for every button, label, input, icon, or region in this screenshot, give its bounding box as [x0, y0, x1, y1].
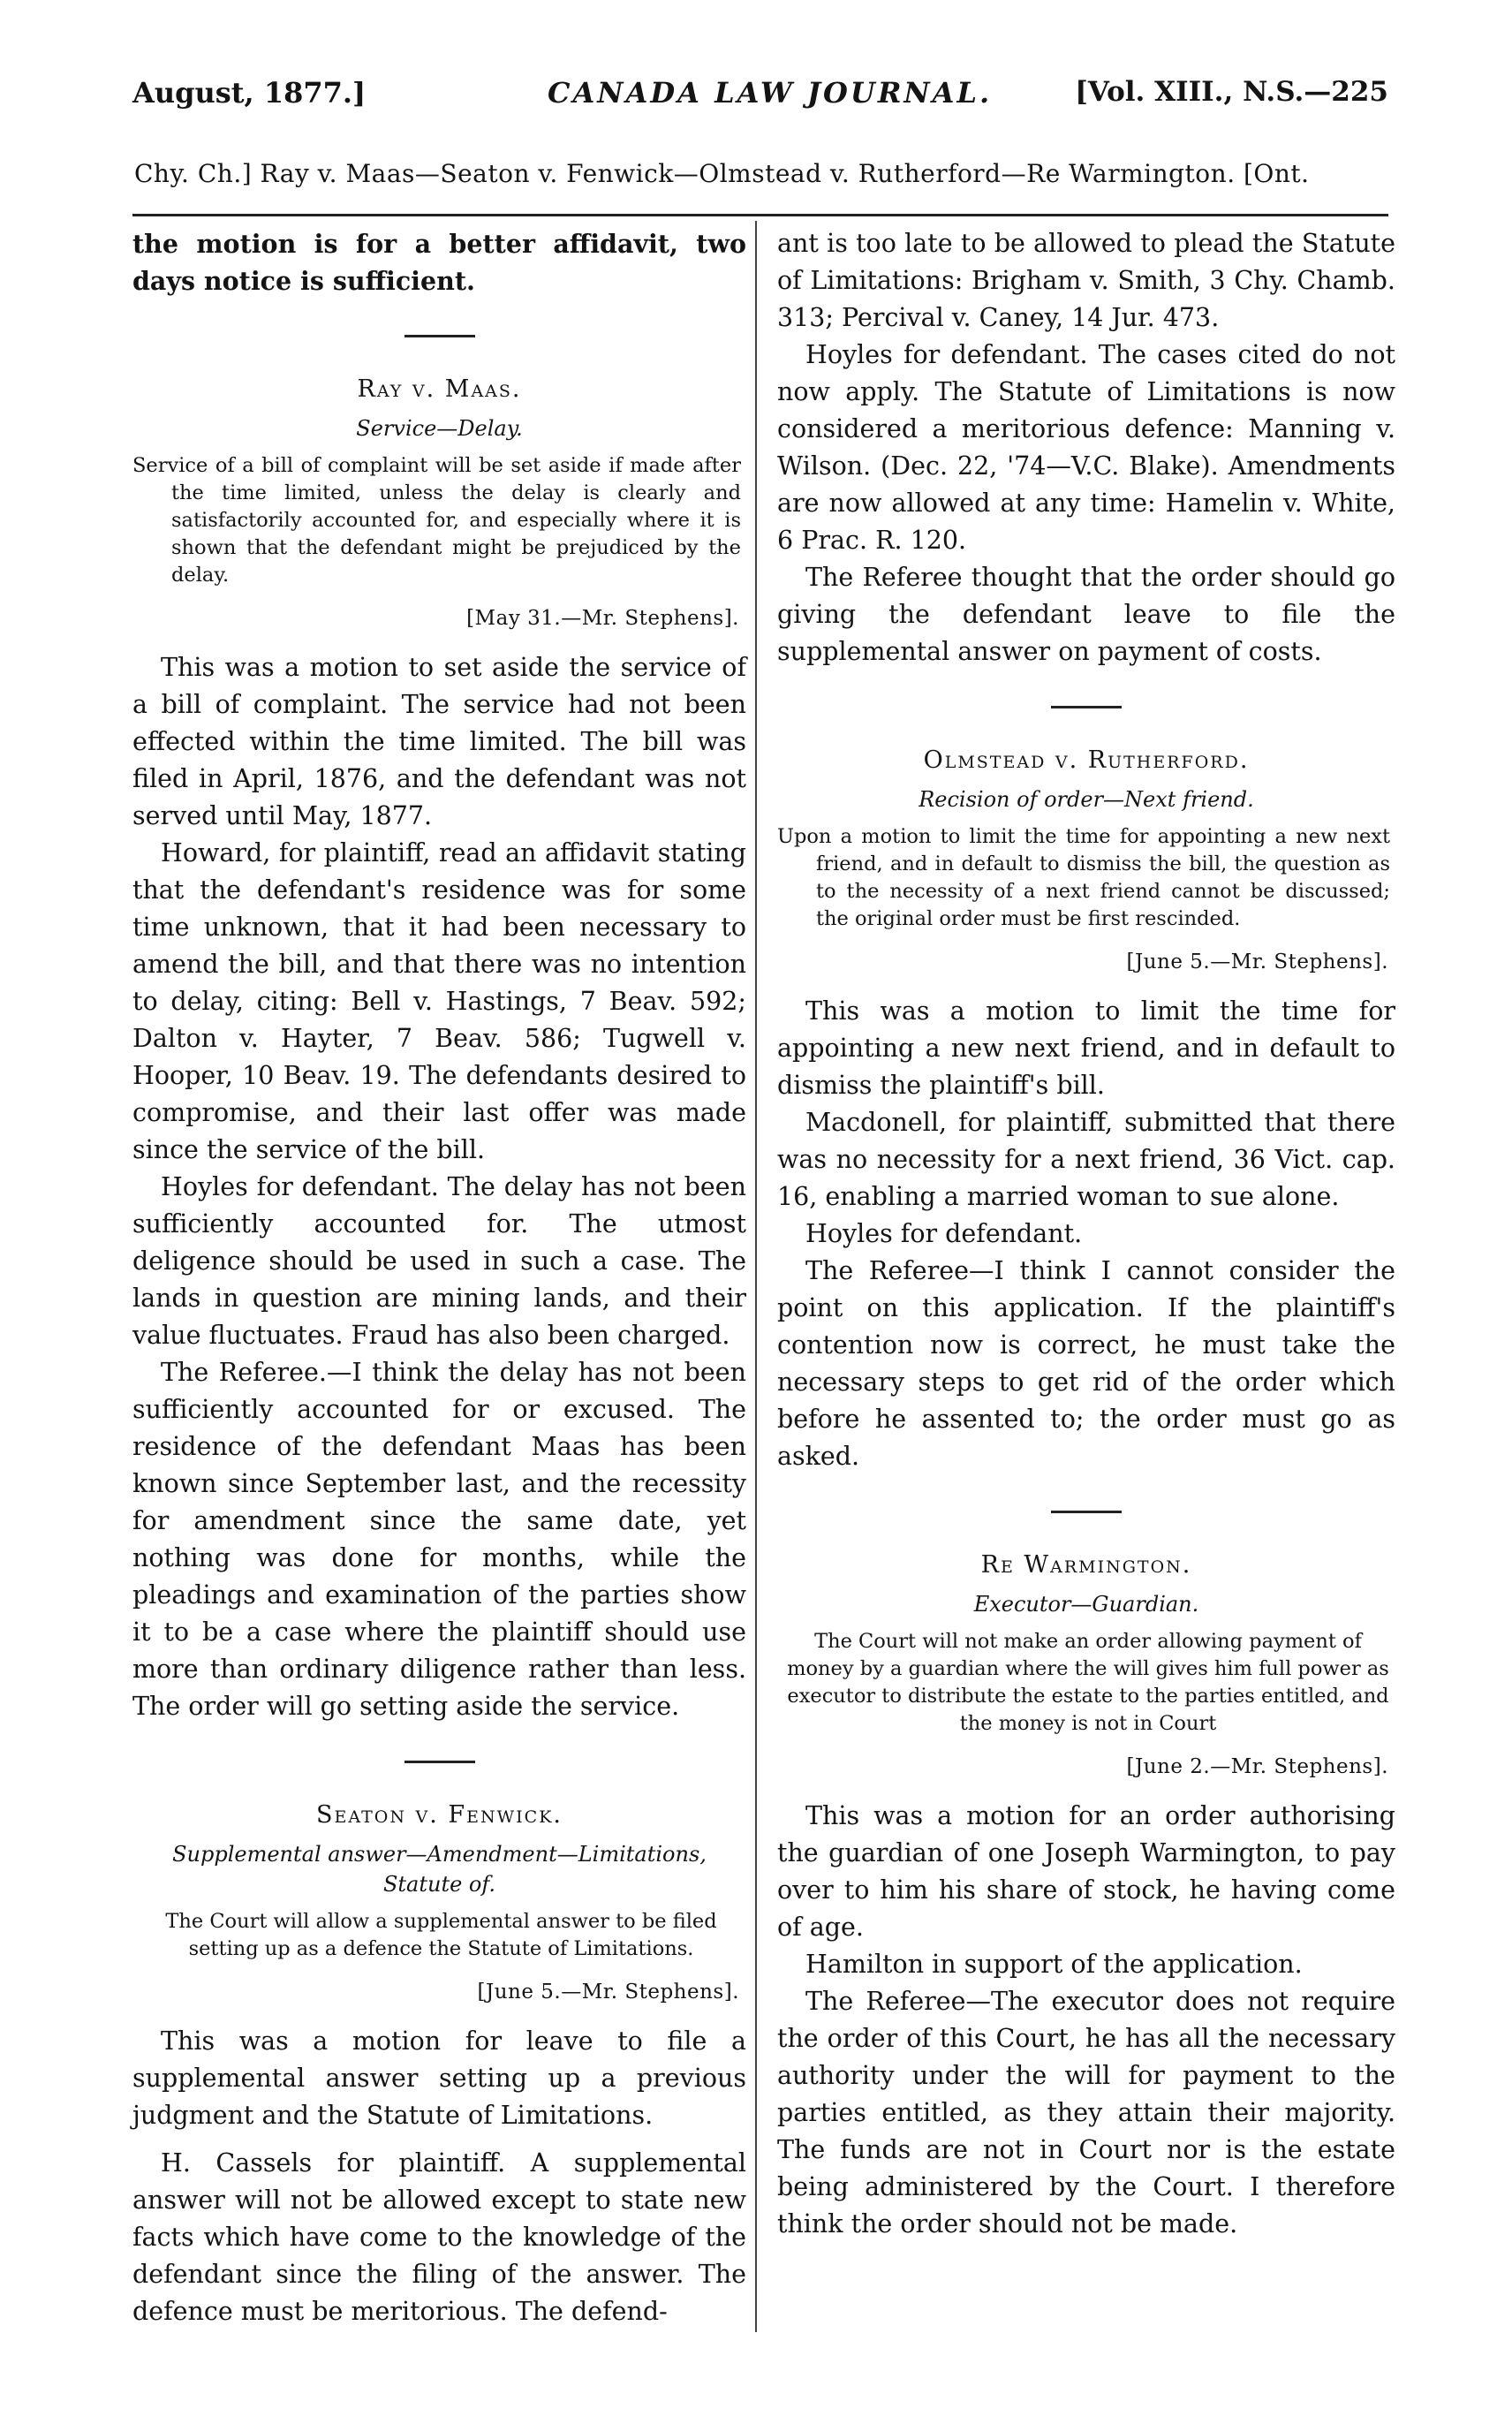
intro-paragraph: the motion is for a better affidavit, two days notice is sufficient.	[132, 229, 746, 296]
case-paragraph: Hoyles for defendant. The cases cited do not now apply. The Statute of Limitations is now considered a meritorious defence: Manning v. Wilson. (Dec. 22, '74—V.C. Blake). Amendments are now allowed at any time: Hamelin v. White, 6 Prac. R. 120.	[777, 340, 1395, 555]
case-paragraph: Macdonell, for plaintiff, submitted that there was no necessity for a next friend, 36 Vict. cap. 16, enabling a married woman to sue alone.	[777, 1108, 1395, 1211]
case-paragraph: This was a motion to set aside the service of a bill of complaint. The service had not been effected within the time limited. The bill was filed in April, 1876, and the defendant was not served until May, 1877.	[132, 653, 746, 830]
case-paragraph: Hamilton in support of the application.	[805, 1950, 1303, 1979]
case-citation: [May 31.—Mr. Stephens].	[466, 607, 739, 630]
column-divider	[755, 221, 757, 2332]
case-paragraph: Howard, for plaintiff, read an affidavit stating that the defendant's residence was for some time unknown, that it had been necessary to amend the bill, and that there was no intention to delay, citing: Bell v. Hastings, 7 Beav. 592; Dalton v. Hayter, 7 Beav. 586; Tugwell v. Hooper, 10 Beav. 19. The defendants desired to compromise, and their last offer was made since the service of the bill.	[132, 838, 746, 1164]
case-paragraph: The Referee.—I think the delay has not been sufficiently accounted for or excused. The residence of the defendant Maas has been known since September last, and the recessity for amendment since the same date, yet nothing was done for months, while the pleadings and examination of the parties show it to be a case where the plaintiff should use more than ordinary diligence rather than less. The order will go setting aside the service.	[132, 1358, 746, 1721]
running-header	[132, 76, 1388, 118]
case-list-subheader: Chy. Ch.] Ray v. Maas—Seaton v. Fenwick—Olmstead v. Rutherford—Re Warmington. [Ont.	[134, 159, 1310, 188]
case-paragraph: Hoyles for defendant. The delay has not been sufficiently accounted for. The utmost deligence should be used in such a case. The lands in question are mining lands, and their value fluctuates. Fraud has also been charged.	[132, 1172, 746, 1350]
case-subtitle: Supplemental answer—Amendment—Limitations, Statute of.	[172, 1842, 707, 1897]
case-subtitle: Recision of order—Next friend.	[919, 787, 1254, 812]
case-paragraph: This was a motion to limit the time for appointing a new next friend, and in default to dismiss the plaintiff's bill.	[777, 996, 1395, 1100]
case-paragraph: Hoyles for defendant.	[805, 1219, 1083, 1248]
case-headnote: The Court will not make an order allowing payment of money by a guardian where the will gives him full power as executor to distribute the estate to the parties entitled, and the money is not in Court	[787, 1630, 1389, 1735]
case-citation: [June 5.—Mr. Stephens].	[477, 1981, 739, 2004]
header-journal-title: CANADA LAW JOURNAL.	[548, 76, 993, 110]
case-title-re-warmington: Re Warmington.	[980, 1551, 1192, 1579]
header-rule	[132, 214, 1388, 216]
case-paragraph: This was a motion for leave to file a supplemental answer setting up a previous judgment and the Statute of Limitations.	[132, 2026, 746, 2130]
case-paragraph: The Referee—The executor does not require the order of this Court, he has all the necessary authority under the will for payment to the parties entitled, as they attain their majority. The funds are not in Court nor is the estate being administered by the Court. I therefore think the order should not be made.	[777, 1987, 1395, 2238]
case-headnote: Service of a bill of complaint will be set aside if made after the time limited, unless the delay is clearly and satisfactorily accounted for, and especially where it is shown that the defendant might be prejudiced by the delay.	[132, 454, 741, 587]
left-column	[132, 225, 746, 2330]
case-paragraph: The Referee thought that the order should go giving the defendant leave to file the supplemental answer on payment of costs.	[777, 563, 1395, 666]
right-column	[777, 225, 1395, 2243]
case-title-olmstead-v-rutherford: Olmstead v. Rutherford.	[923, 746, 1250, 774]
section-separator	[404, 335, 475, 337]
case-subtitle: Executor—Guardian.	[973, 1592, 1199, 1617]
header-volume-page: [Vol. XIII., N.S.—225	[1075, 76, 1388, 108]
case-citation: [June 2.—Mr. Stephens].	[1126, 1755, 1388, 1778]
case-paragraph: The Referee—I think I cannot consider the point on this application. If the plaintiff's contention now is correct, he must take the necessary steps to get rid of the order which before he assented to; the order must go as asked.	[777, 1256, 1395, 1471]
case-citation: [June 5.—Mr. Stephens].	[1126, 951, 1388, 973]
section-separator	[1051, 706, 1122, 708]
continued-paragraph: ant is too late to be allowed to plead the Statute of Limitations: Brigham v. Smith, 3 Chy. Chamb. 313; Percival v. Caney, 14 Jur. 473.	[777, 229, 1395, 332]
case-headnote: Upon a motion to limit the time for appointing a new next friend, and in default to dismiss the bill, the question as to the necessity of a next friend cannot be discussed; the original order must be first rescinded.	[777, 825, 1390, 930]
case-title-ray-v-maas: Ray v. Maas.	[357, 375, 522, 403]
case-paragraph: H. Cassels for plaintiff. A supplemental answer will not be allowed except to state new facts which have come to the knowledge of the defendant since the filing of the answer. The defence must be meritorious. The defend-	[132, 2148, 746, 2326]
header-date: August, 1877.]	[132, 76, 367, 110]
case-paragraph: This was a motion for an order authorising the guardian of one Joseph Warmington, to pay over to him his share of stock, he having come of age.	[777, 1801, 1395, 1942]
section-separator	[1051, 1511, 1122, 1513]
section-separator	[404, 1761, 475, 1763]
case-subtitle: Service—Delay.	[356, 416, 523, 441]
case-title-seaton-v-fenwick: Seaton v. Fenwick.	[316, 1801, 563, 1829]
case-headnote: The Court will allow a supplemental answer to be filed setting up as a defence the Statute of Limitations.	[165, 1910, 717, 1960]
